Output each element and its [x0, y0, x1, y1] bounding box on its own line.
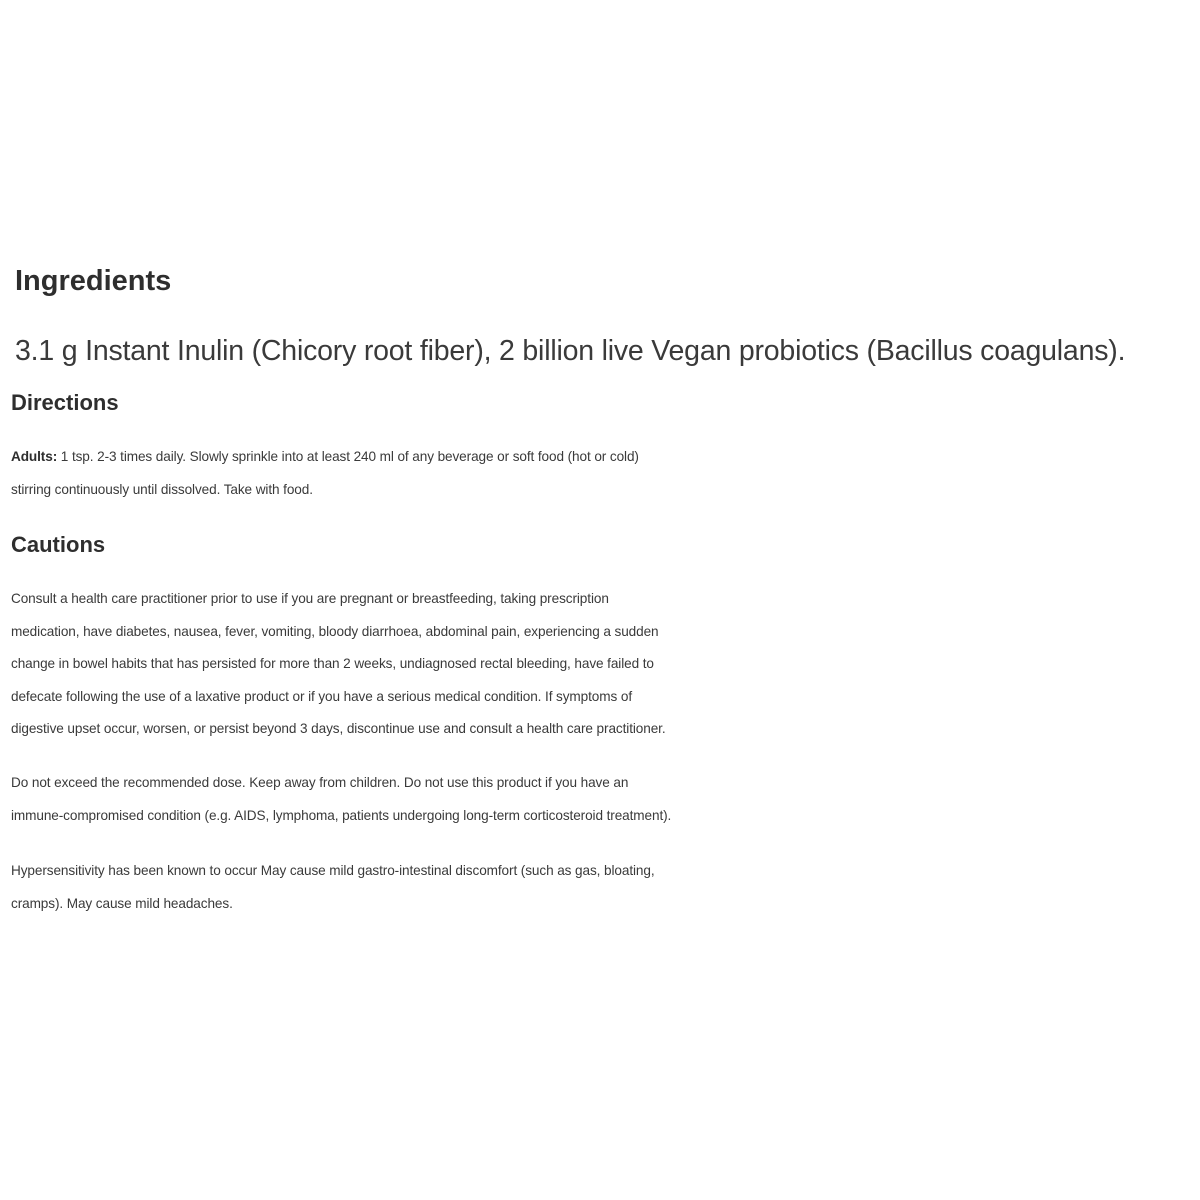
- directions-line: stirring continuously until dissolved. Take with food.: [11, 481, 313, 497]
- cautions-line: change in bowel habits that has persisted for more than 2 weeks, undiagnosed rectal bleeding, have failed to: [11, 656, 654, 671]
- ingredients-heading: Ingredients: [15, 265, 172, 297]
- directions-line-text: 1 tsp. 2-3 times daily. Slowly sprinkle into at least 240 ml of any beverage or soft food (hot or cold): [57, 449, 639, 464]
- cautions-line: Consult a health care practitioner prior to use if you are pregnant or breastfeeding, taking prescription: [11, 591, 609, 606]
- cautions-line: medication, have diabetes, nausea, fever, vomiting, bloody diarrhoea, abdominal pain, experiencing a sudden: [11, 623, 659, 639]
- cautions-paragraph-3: [11, 855, 1199, 920]
- cautions-line: Do not exceed the recommended dose. Keep away from children. Do not use this product if you have an: [11, 775, 629, 790]
- cautions-heading: Cautions: [11, 532, 106, 557]
- cautions-line: cramps). May cause mild headaches.: [11, 895, 233, 911]
- cautions-line: defecate following the use of a laxative product or if you have a serious medical condition. If symptoms of: [11, 688, 632, 704]
- adults-label: Adults:: [11, 449, 58, 464]
- directions-paragraph: [11, 441, 1199, 506]
- directions-line: [11, 441, 1199, 474]
- cautions-line: digestive upset occur, worsen, or persist beyond 3 days, discontinue use and consult a health care practitioner.: [11, 721, 666, 736]
- cautions-paragraph-1: [11, 583, 1199, 746]
- cautions-line: Hypersensitivity has been known to occur May cause mild gastro-intestinal discomfort (such as gas, bloating,: [11, 863, 655, 878]
- directions-heading: Directions: [11, 390, 119, 415]
- cautions-paragraph-2: [11, 767, 1199, 832]
- ingredients-text: 3.1 g Instant Inulin (Chicory root fiber), 2 billion live Vegan probiotics (Bacillus coagulans).: [15, 335, 1126, 367]
- cautions-line: immune-compromised condition (e.g. AIDS, lymphoma, patients undergoing long-term corticosteroid treatment).: [11, 807, 672, 823]
